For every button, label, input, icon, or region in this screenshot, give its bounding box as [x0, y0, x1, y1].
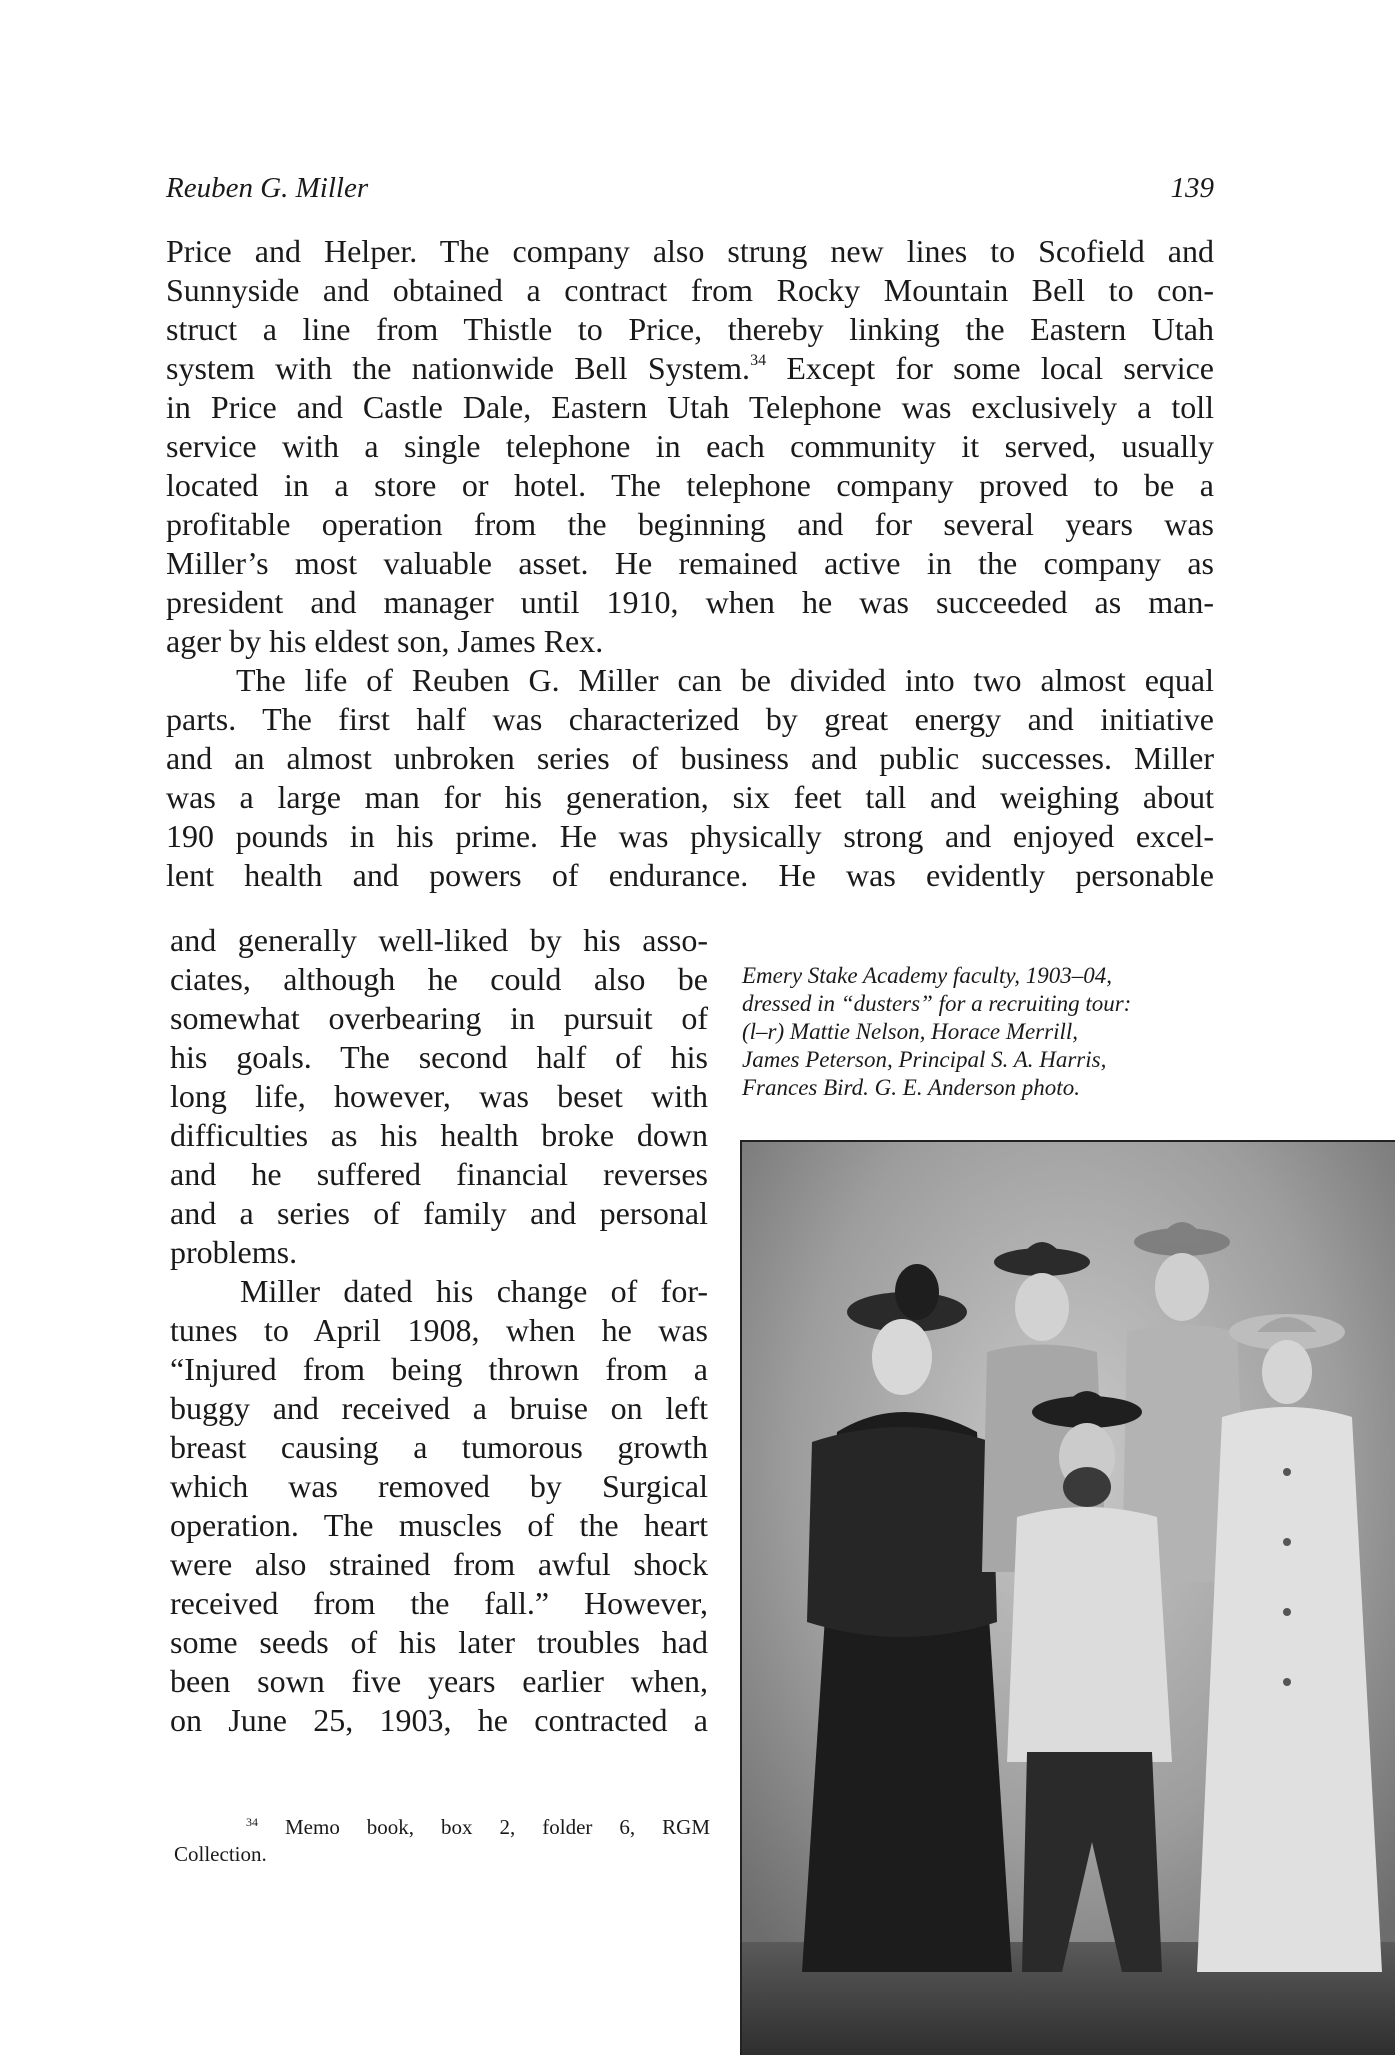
photo-caption	[742, 962, 1202, 1102]
footnote-line	[174, 1814, 710, 1841]
body-line: and a series of family and personal	[170, 1195, 708, 1231]
footnote-text: Memo book, box 2, folder 6, RGM	[258, 1815, 710, 1839]
body-line: on June 25, 1903, he contracted a	[170, 1702, 708, 1738]
page-number: 139	[1170, 172, 1214, 204]
body-line: 190 pounds in his prime. He was physically strong and enjoyed excel-	[166, 818, 1214, 854]
body-line: struct a line from Thistle to Price, thereby linking the Eastern Utah	[166, 311, 1214, 347]
body-line: and he suffered financial reverses	[170, 1156, 708, 1192]
body-line: lent health and powers of endurance. He was evidently personable	[166, 857, 1214, 893]
body-line: Miller dated his change of for-	[240, 1273, 708, 1309]
body-line: and an almost unbroken series of business and public successes. Miller	[166, 740, 1214, 776]
body-line: “Injured from being thrown from a	[170, 1351, 708, 1387]
body-line: located in a store or hotel. The telephone company proved to be a	[166, 467, 1214, 503]
body-line: which was removed by Surgical	[170, 1468, 708, 1504]
body-line: parts. The first half was characterized by great energy and initiative	[166, 701, 1214, 737]
body-line: and generally well-liked by his asso-	[170, 922, 708, 958]
body-line: president and manager until 1910, when he was succeeded as man-	[166, 584, 1214, 620]
footnote	[174, 1814, 710, 1868]
body-line: ager by his eldest son, James Rex.	[166, 623, 604, 659]
body-line: his goals. The second half of his	[170, 1039, 708, 1075]
faculty-photograph	[740, 1140, 1395, 2055]
body-text: Except for some local service	[766, 350, 1215, 386]
body-line: long life, however, was beset with	[170, 1078, 708, 1114]
body-line: in Price and Castle Dale, Eastern Utah Telephone was exclusively a toll	[166, 389, 1214, 425]
body-line: problems.	[170, 1234, 298, 1270]
caption-line: Emery Stake Academy faculty, 1903–04,	[742, 963, 1113, 988]
body-line: were also strained from awful shock	[170, 1546, 708, 1582]
body-text: system with the nationwide Bell System.	[166, 350, 751, 386]
running-head	[166, 172, 1214, 212]
body-line: difficulties as his health broke down	[170, 1117, 708, 1153]
caption-line: James Peterson, Principal S. A. Harris,	[742, 1047, 1107, 1072]
note-reference: 34	[750, 352, 767, 369]
body-line: The life of Reuben G. Miller can be divided into two almost equal	[236, 662, 1214, 698]
caption-line: Frances Bird. G. E. Anderson photo.	[742, 1075, 1080, 1100]
body-line: profitable operation from the beginning and for several years was	[166, 506, 1214, 542]
body-line: was a large man for his generation, six feet tall and weighing about	[166, 779, 1214, 815]
footnote-line: Collection.	[174, 1842, 267, 1866]
body-line: Sunnyside and obtained a contract from Rocky Mountain Bell to con-	[166, 272, 1214, 308]
body-line: been sown five years earlier when,	[170, 1663, 708, 1699]
body-line: buggy and received a bruise on left	[170, 1390, 708, 1426]
body-line: ciates, although he could also be	[170, 961, 708, 997]
body-line: tunes to April 1908, when he was	[170, 1312, 708, 1348]
body-line: service with a single telephone in each community it served, usually	[166, 428, 1214, 464]
caption-line: dressed in “dusters” for a recruiting tour:	[742, 991, 1132, 1016]
body-line	[166, 349, 1214, 388]
body-line: operation. The muscles of the heart	[170, 1507, 708, 1543]
photograph-image	[742, 1142, 1395, 2055]
body-line: received from the fall.” However,	[170, 1585, 708, 1621]
body-line: breast causing a tumorous growth	[170, 1429, 708, 1465]
body-line: Miller’s most valuable asset. He remained active in the company as	[166, 545, 1214, 581]
caption-line: (l–r) Mattie Nelson, Horace Merrill,	[742, 1019, 1079, 1044]
body-line: Price and Helper. The company also strung new lines to Scofield and	[166, 233, 1214, 269]
body-line: some seeds of his later troubles had	[170, 1624, 708, 1660]
running-head-title: Reuben G. Miller	[166, 172, 369, 204]
footnote-marker: 34	[246, 1815, 258, 1829]
body-line: somewhat overbearing in pursuit of	[170, 1000, 708, 1036]
